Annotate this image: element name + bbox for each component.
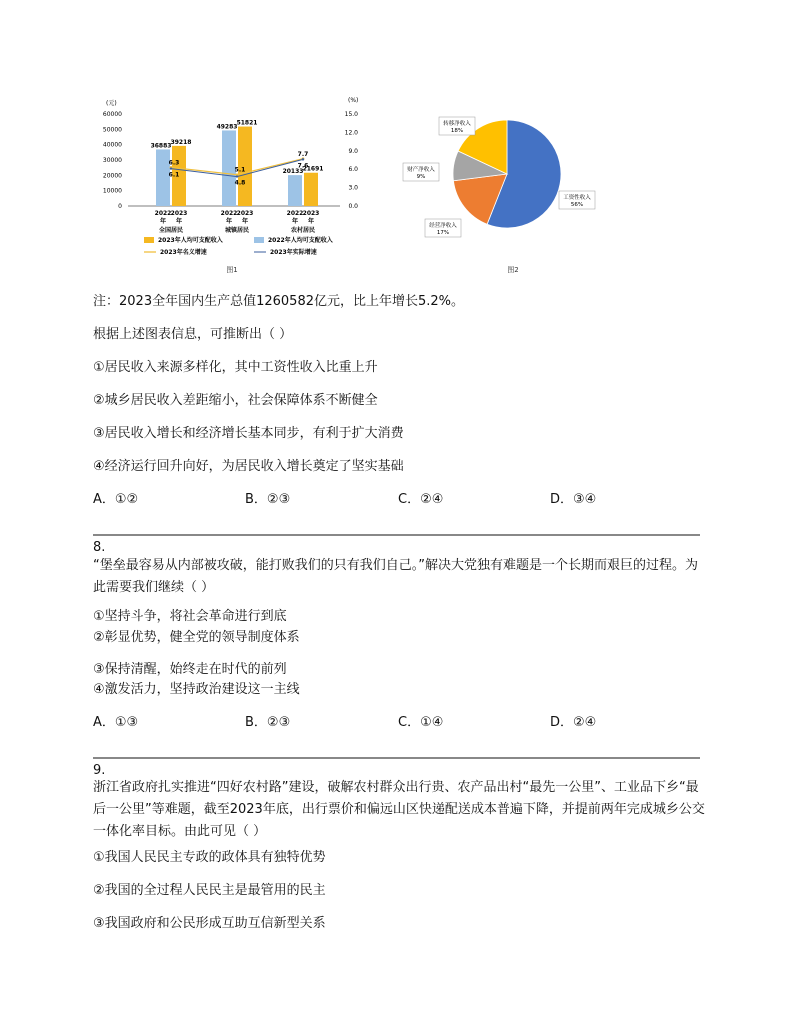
legend-label-2023-income: 2023年人均可支配收入 bbox=[158, 237, 223, 244]
q9-item-3: ③我国政府和公民形成互助互信新型关系 bbox=[93, 916, 326, 931]
y-tick-label: 40000 bbox=[102, 141, 122, 149]
pie-slice-value: 17% bbox=[436, 230, 450, 236]
y-axis-unit-right: (%) bbox=[348, 97, 359, 104]
x-tick-year-suffix: 年 bbox=[241, 218, 249, 225]
q7-choice-b[interactable]: B．②③ bbox=[245, 492, 291, 507]
q7-item-1: ①居民收入来源多样化，其中工资性收入比重上升 bbox=[93, 360, 378, 375]
bar-2023-data-label: 51821 bbox=[236, 119, 258, 127]
nominal-growth-label: 7.7 bbox=[297, 150, 309, 158]
q7-choice-a[interactable]: A．①② bbox=[93, 492, 139, 507]
q9-stem: 浙江省政府扎实推进“四好农村路”建设，破解农村群众出行贵、农产品出村“最先一公里”、工业品下乡“最后一公里”等难题，截至2023年底，出行票价和偏远山区快递配送成本普遍下降，并提前两年完成城乡公交一体化率目标。由此可见（ ） bbox=[93, 780, 705, 839]
legend-label-2022-income: 2022年人均可支配收入 bbox=[268, 237, 333, 244]
figure-1-income-chart bbox=[92, 92, 360, 278]
pie-slice-value: 9% bbox=[416, 174, 426, 180]
real-growth-label: 6.1 bbox=[168, 171, 180, 179]
bar-2022-data-label: 49283 bbox=[216, 123, 238, 131]
q7-item-2: ②城乡居民收入差距缩小，社会保障体系不断健全 bbox=[93, 393, 378, 408]
divider-q9 bbox=[93, 757, 700, 759]
divider-q8 bbox=[93, 534, 700, 536]
q7-stem: 根据上述图表信息，可推断出（ ） bbox=[93, 327, 293, 342]
q8-choice-d[interactable]: D．②④ bbox=[550, 715, 597, 730]
y-tick-label: 50000 bbox=[102, 126, 122, 134]
gdp-note: 注：2023全年国内生产总值1260582亿元，比上年增长5.2%。 bbox=[93, 294, 465, 309]
x-tick-year-2023: 2023 bbox=[236, 210, 254, 217]
q7-choice-c[interactable]: C．②④ bbox=[398, 492, 444, 507]
y2-tick-label: 6.0 bbox=[348, 166, 358, 174]
x-tick-year-2022: 2022 bbox=[154, 210, 172, 217]
q8-choice-b[interactable]: B．②③ bbox=[245, 715, 291, 730]
q9-item-2: ②我国的全过程人民民主是最管用的民主 bbox=[93, 883, 326, 898]
real-growth-label: 7.6 bbox=[297, 162, 309, 170]
y-tick-label: 10000 bbox=[102, 187, 122, 195]
bar-2023-3 bbox=[304, 173, 318, 206]
income-bar-line-chart bbox=[92, 92, 360, 278]
q8-item-2: ②彰显优势，健全党的领导制度体系 bbox=[93, 630, 300, 645]
real-growth-point bbox=[236, 175, 238, 177]
y2-tick-label: 15.0 bbox=[344, 111, 358, 118]
x-tick-year-suffix: 年 bbox=[307, 218, 315, 225]
figure-1-caption: 图1 bbox=[226, 266, 238, 274]
q8-item-1: ①坚持斗争，将社会革命进行到底 bbox=[93, 609, 287, 624]
bar-2023-data-label: 39218 bbox=[170, 138, 192, 146]
x-category-label: 全国居民 bbox=[158, 227, 184, 234]
q7-item-3: ③居民收入增长和经济增长基本同步，有利于扩大消费 bbox=[93, 426, 404, 441]
q7-item-4: ④经济运行回升向好，为居民收入增长奠定了坚实基础 bbox=[93, 459, 404, 474]
q8-choice-a[interactable]: A．①③ bbox=[93, 715, 139, 730]
y2-tick-label: 12.0 bbox=[344, 129, 358, 137]
figure-2-income-structure-pie bbox=[395, 112, 635, 278]
real-growth-point bbox=[302, 158, 304, 160]
bar-2023-data-label: 21691 bbox=[302, 165, 324, 173]
legend-swatch-2023-income bbox=[144, 237, 154, 243]
legend-swatch-2022-income bbox=[254, 237, 264, 243]
y-tick-label: 30000 bbox=[102, 157, 122, 164]
nominal-growth-label: 5.1 bbox=[234, 166, 246, 174]
x-tick-year-2023: 2023 bbox=[170, 210, 188, 217]
y-tick-label: 20000 bbox=[102, 172, 122, 180]
real-growth-point bbox=[170, 167, 172, 169]
x-tick-year-suffix: 年 bbox=[225, 218, 233, 225]
x-tick-year-2022: 2022 bbox=[286, 210, 304, 217]
x-tick-year-suffix: 年 bbox=[159, 218, 167, 225]
q7-choice-d[interactable]: D．③④ bbox=[550, 492, 597, 507]
q8-choice-c[interactable]: C．①④ bbox=[398, 715, 444, 730]
pie-slice-label: 工资性收入 bbox=[563, 195, 591, 201]
pie-slice-value: 18% bbox=[450, 128, 464, 134]
pie-slice-label: 财产净收入 bbox=[407, 167, 435, 173]
legend-label-real: 2023年实际增速 bbox=[270, 249, 317, 256]
y-tick-label: 60000 bbox=[102, 111, 122, 118]
y2-tick-label: 9.0 bbox=[348, 147, 358, 155]
q8-item-3: ③保持清醒，始终走在时代的前列 bbox=[93, 662, 287, 677]
q8-number: 8. bbox=[93, 540, 106, 555]
q8-item-4: ④激发活力，坚持政治建设这一主线 bbox=[93, 682, 300, 697]
real-growth-label: 4.8 bbox=[234, 179, 246, 187]
x-tick-year-suffix: 年 bbox=[291, 218, 299, 225]
bar-2022-data-label: 20133 bbox=[282, 168, 304, 176]
y2-tick-label: 3.0 bbox=[348, 184, 358, 192]
pie-slice-label: 经营净收入 bbox=[429, 223, 457, 229]
q9-item-1: ①我国人民民主专政的政体具有独特优势 bbox=[93, 850, 326, 865]
income-structure-pie-chart bbox=[395, 112, 635, 278]
pie-slice-value: 56% bbox=[570, 202, 584, 208]
bar-2022-3 bbox=[288, 175, 302, 206]
y2-tick-label: 0.0 bbox=[348, 203, 358, 210]
x-category-label: 城镇居民 bbox=[224, 227, 250, 234]
legend-label-nominal: 2023年名义增速 bbox=[160, 249, 207, 256]
x-tick-year-2022: 2022 bbox=[220, 210, 238, 217]
y-tick-label: 0 bbox=[118, 203, 122, 210]
x-category-label: 农村居民 bbox=[290, 227, 316, 234]
bar-2022-data-label: 36883 bbox=[150, 142, 172, 150]
x-tick-year-suffix: 年 bbox=[175, 218, 183, 225]
nominal-growth-label: 6.3 bbox=[168, 159, 180, 167]
figure-2-caption: 图2 bbox=[507, 266, 519, 274]
x-tick-year-2023: 2023 bbox=[302, 210, 320, 217]
q9-number: 9. bbox=[93, 763, 106, 778]
q8-stem: “堡垒最容易从内部被攻破，能打败我们的只有我们自己。”解决大党独有难题是一个长期而艰巨的过程。为此需要我们继续（ ） bbox=[93, 558, 698, 595]
pie-slice-label: 转移净收入 bbox=[443, 121, 471, 127]
y-axis-unit-left: (元) bbox=[106, 100, 117, 107]
